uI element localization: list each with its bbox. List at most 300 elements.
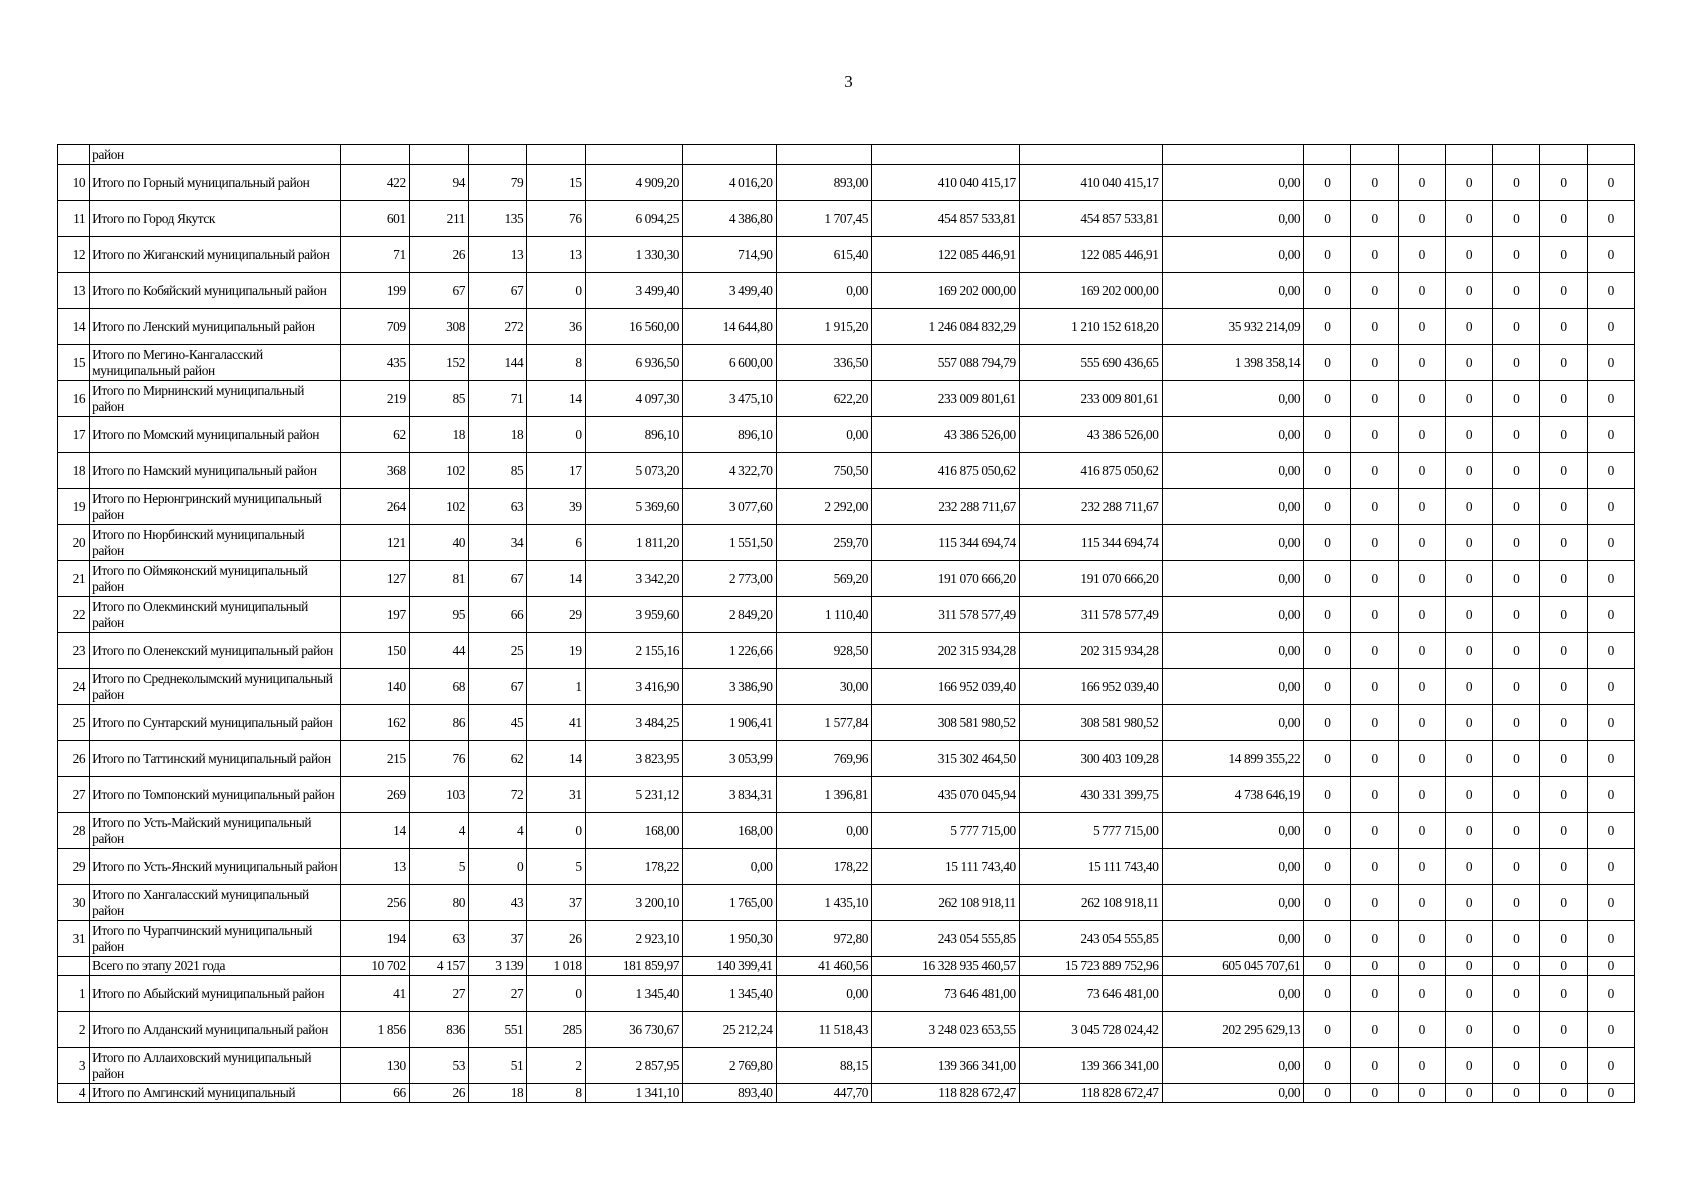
- cell-indicator-3: 0: [1398, 417, 1445, 453]
- cell-cost-2: 1 398 358,14: [1162, 345, 1304, 381]
- cell-number: [58, 145, 90, 165]
- cell-count-2: 81: [409, 561, 468, 597]
- cell-count-4: 5: [527, 849, 585, 885]
- cell-indicator-7: 0: [1587, 921, 1634, 957]
- cell-empty: [1493, 145, 1540, 165]
- cell-indicator-6: 0: [1540, 417, 1587, 453]
- table-row: [58, 976, 1635, 1012]
- cell-count-2: 68: [409, 669, 468, 705]
- cell-count-4: 14: [527, 561, 585, 597]
- cell-indicator-6: 0: [1540, 381, 1587, 417]
- cell-indicator-3: 0: [1398, 381, 1445, 417]
- cell-area-2: 0,00: [776, 273, 871, 309]
- cell-count-3: 66: [469, 597, 527, 633]
- table-row-last: [58, 1084, 1635, 1103]
- cell-area-total: 1 330,30: [585, 237, 682, 273]
- cell-indicator-5: 0: [1493, 957, 1540, 976]
- cell-area-total: 3 342,20: [585, 561, 682, 597]
- cell-area-2: 88,15: [776, 1048, 871, 1084]
- cell-count-2: 26: [409, 1084, 468, 1103]
- cell-count-3: 4: [469, 813, 527, 849]
- cell-count-4: 31: [527, 777, 585, 813]
- cell-cost-1: 232 288 711,67: [1019, 489, 1162, 525]
- cell-area-1: 896,10: [683, 417, 776, 453]
- table-row: [58, 849, 1635, 885]
- cell-indicator-3: 0: [1398, 1084, 1445, 1103]
- cell-indicator-4: 0: [1445, 885, 1492, 921]
- cell-district-name: Итого по Амгинский муниципальный: [90, 1084, 341, 1103]
- cell-cost-total: 73 646 481,00: [872, 976, 1020, 1012]
- cell-cost-1: 43 386 526,00: [1019, 417, 1162, 453]
- cell-indicator-3: 0: [1398, 525, 1445, 561]
- cell-area-2: 750,50: [776, 453, 871, 489]
- cell-indicator-1: 0: [1304, 345, 1351, 381]
- cell-district-name: Итого по Намский муниципальный район: [90, 453, 341, 489]
- cell-count-2: 44: [409, 633, 468, 669]
- cell-number: 12: [58, 237, 90, 273]
- cell-indicator-7: 0: [1587, 273, 1634, 309]
- cell-cost-1: 454 857 533,81: [1019, 201, 1162, 237]
- cell-empty: [1019, 145, 1162, 165]
- cell-cost-total: 139 366 341,00: [872, 1048, 1020, 1084]
- cell-cost-total: 262 108 918,11: [872, 885, 1020, 921]
- cell-count-4: 14: [527, 381, 585, 417]
- cell-indicator-5: 0: [1493, 1048, 1540, 1084]
- cell-district-name: Всего по этапу 2021 года: [90, 957, 341, 976]
- table-row: [58, 345, 1635, 381]
- cell-indicator-5: 0: [1493, 885, 1540, 921]
- cell-indicator-5: 0: [1493, 813, 1540, 849]
- cell-count-2: 152: [409, 345, 468, 381]
- cell-cost-1: 15 723 889 752,96: [1019, 957, 1162, 976]
- cell-indicator-3: 0: [1398, 705, 1445, 741]
- cell-indicator-2: 0: [1351, 489, 1398, 525]
- table-row: [58, 669, 1635, 705]
- cell-indicator-3: 0: [1398, 849, 1445, 885]
- cell-indicator-2: 0: [1351, 885, 1398, 921]
- cell-indicator-5: 0: [1493, 741, 1540, 777]
- cell-cost-2: 605 045 707,61: [1162, 957, 1304, 976]
- cell-cost-1: 118 828 672,47: [1019, 1084, 1162, 1103]
- cell-cost-total: 311 578 577,49: [872, 597, 1020, 633]
- cell-indicator-2: 0: [1351, 525, 1398, 561]
- cell-count-2: 27: [409, 976, 468, 1012]
- cell-count-4: 8: [527, 1084, 585, 1103]
- cell-cost-total: 16 328 935 460,57: [872, 957, 1020, 976]
- cell-indicator-6: 0: [1540, 921, 1587, 957]
- cell-indicator-5: 0: [1493, 597, 1540, 633]
- cell-indicator-7: 0: [1587, 813, 1634, 849]
- cell-count-4: 0: [527, 976, 585, 1012]
- cell-indicator-3: 0: [1398, 273, 1445, 309]
- cell-cost-1: 3 045 728 024,42: [1019, 1012, 1162, 1048]
- cell-area-1: 140 399,41: [683, 957, 776, 976]
- cell-indicator-1: 0: [1304, 921, 1351, 957]
- cell-indicator-4: 0: [1445, 597, 1492, 633]
- cell-indicator-4: 0: [1445, 345, 1492, 381]
- report-table-body: [58, 145, 1635, 1103]
- cell-indicator-5: 0: [1493, 1084, 1540, 1103]
- table-row: [58, 741, 1635, 777]
- cell-number: 22: [58, 597, 90, 633]
- cell-area-total: 5 369,60: [585, 489, 682, 525]
- cell-cost-1: 410 040 415,17: [1019, 165, 1162, 201]
- cell-indicator-7: 0: [1587, 165, 1634, 201]
- cell-indicator-4: 0: [1445, 309, 1492, 345]
- cell-indicator-7: 0: [1587, 489, 1634, 525]
- cell-district-name: Итого по Аллаиховский муниципальный район: [90, 1048, 341, 1084]
- cell-indicator-4: 0: [1445, 453, 1492, 489]
- cell-count-2: 18: [409, 417, 468, 453]
- cell-count-1: 197: [341, 597, 409, 633]
- cell-empty: [1540, 145, 1587, 165]
- cell-count-3: 144: [469, 345, 527, 381]
- cell-district-name: Итого по Оленекский муниципальный район: [90, 633, 341, 669]
- cell-cost-1: 166 952 039,40: [1019, 669, 1162, 705]
- cell-indicator-2: 0: [1351, 165, 1398, 201]
- cell-indicator-7: 0: [1587, 633, 1634, 669]
- cell-district-name: Итого по Сунтарский муниципальный район: [90, 705, 341, 741]
- table-row: [58, 525, 1635, 561]
- cell-indicator-3: 0: [1398, 309, 1445, 345]
- cell-empty: [341, 145, 409, 165]
- cell-indicator-5: 0: [1493, 273, 1540, 309]
- table-row-continued: [58, 145, 1635, 165]
- cell-indicator-7: 0: [1587, 741, 1634, 777]
- cell-area-2: 30,00: [776, 669, 871, 705]
- cell-count-3: 18: [469, 417, 527, 453]
- cell-cost-2: 4 738 646,19: [1162, 777, 1304, 813]
- cell-district-name: Итого по Мирнинский муниципальный район: [90, 381, 341, 417]
- cell-indicator-1: 0: [1304, 1048, 1351, 1084]
- cell-cost-2: 0,00: [1162, 849, 1304, 885]
- cell-indicator-2: 0: [1351, 273, 1398, 309]
- cell-indicator-7: 0: [1587, 309, 1634, 345]
- cell-indicator-4: 0: [1445, 741, 1492, 777]
- cell-count-1: 71: [341, 237, 409, 273]
- table-row: [58, 705, 1635, 741]
- cell-area-1: 893,40: [683, 1084, 776, 1103]
- cell-cost-1: 73 646 481,00: [1019, 976, 1162, 1012]
- cell-indicator-5: 0: [1493, 976, 1540, 1012]
- cell-indicator-2: 0: [1351, 237, 1398, 273]
- cell-cost-1: 139 366 341,00: [1019, 1048, 1162, 1084]
- cell-cost-1: 233 009 801,61: [1019, 381, 1162, 417]
- cell-district-name: Итого по Хангаласский муниципальный район: [90, 885, 341, 921]
- cell-area-total: 2 923,10: [585, 921, 682, 957]
- cell-area-1: 0,00: [683, 849, 776, 885]
- cell-area-total: 896,10: [585, 417, 682, 453]
- cell-indicator-4: 0: [1445, 669, 1492, 705]
- cell-count-2: 63: [409, 921, 468, 957]
- cell-count-1: 14: [341, 813, 409, 849]
- cell-count-4: 8: [527, 345, 585, 381]
- cell-indicator-6: 0: [1540, 453, 1587, 489]
- cell-cost-2: 0,00: [1162, 273, 1304, 309]
- cell-count-4: 39: [527, 489, 585, 525]
- cell-indicator-3: 0: [1398, 345, 1445, 381]
- cell-number: 31: [58, 921, 90, 957]
- cell-indicator-2: 0: [1351, 957, 1398, 976]
- cell-indicator-3: 0: [1398, 1012, 1445, 1048]
- cell-number: 24: [58, 669, 90, 705]
- cell-number: 11: [58, 201, 90, 237]
- cell-indicator-3: 0: [1398, 489, 1445, 525]
- cell-count-2: 308: [409, 309, 468, 345]
- cell-indicator-4: 0: [1445, 976, 1492, 1012]
- cell-cost-2: 0,00: [1162, 201, 1304, 237]
- cell-cost-1: 300 403 109,28: [1019, 741, 1162, 777]
- table-row: [58, 201, 1635, 237]
- cell-cost-1: 5 777 715,00: [1019, 813, 1162, 849]
- cell-cost-2: 0,00: [1162, 1084, 1304, 1103]
- cell-cost-1: 202 315 934,28: [1019, 633, 1162, 669]
- cell-area-2: 928,50: [776, 633, 871, 669]
- cell-number: 1: [58, 976, 90, 1012]
- cell-district-name: Итого по Нюрбинский муниципальный район: [90, 525, 341, 561]
- cell-indicator-7: 0: [1587, 345, 1634, 381]
- cell-indicator-2: 0: [1351, 741, 1398, 777]
- cell-count-1: 10 702: [341, 957, 409, 976]
- cell-cost-total: 1 246 084 832,29: [872, 309, 1020, 345]
- cell-indicator-7: 0: [1587, 777, 1634, 813]
- table-row: [58, 273, 1635, 309]
- cell-indicator-6: 0: [1540, 633, 1587, 669]
- cell-indicator-4: 0: [1445, 1048, 1492, 1084]
- cell-area-1: 2 849,20: [683, 597, 776, 633]
- cell-area-1: 3 834,31: [683, 777, 776, 813]
- cell-area-1: 1 551,50: [683, 525, 776, 561]
- cell-indicator-3: 0: [1398, 741, 1445, 777]
- cell-area-2: 1 435,10: [776, 885, 871, 921]
- cell-cost-total: 232 288 711,67: [872, 489, 1020, 525]
- cell-count-4: 76: [527, 201, 585, 237]
- cell-number: 28: [58, 813, 90, 849]
- cell-area-2: 972,80: [776, 921, 871, 957]
- cell-count-2: 40: [409, 525, 468, 561]
- cell-cost-1: 262 108 918,11: [1019, 885, 1162, 921]
- cell-area-total: 1 341,10: [585, 1084, 682, 1103]
- cell-cost-total: 233 009 801,61: [872, 381, 1020, 417]
- cell-count-1: 199: [341, 273, 409, 309]
- cell-area-total: 1 345,40: [585, 976, 682, 1012]
- cell-district-name: Итого по Абыйский муниципальный район: [90, 976, 341, 1012]
- cell-count-2: 94: [409, 165, 468, 201]
- cell-indicator-2: 0: [1351, 309, 1398, 345]
- cell-indicator-5: 0: [1493, 921, 1540, 957]
- cell-indicator-2: 0: [1351, 201, 1398, 237]
- cell-indicator-2: 0: [1351, 1012, 1398, 1048]
- cell-district-name: Итого по Чурапчинский муниципальный район: [90, 921, 341, 957]
- cell-count-4: 41: [527, 705, 585, 741]
- cell-indicator-4: 0: [1445, 489, 1492, 525]
- cell-indicator-4: 0: [1445, 1012, 1492, 1048]
- cell-count-1: 13: [341, 849, 409, 885]
- cell-count-3: 13: [469, 237, 527, 273]
- cell-area-1: 1 345,40: [683, 976, 776, 1012]
- cell-indicator-5: 0: [1493, 309, 1540, 345]
- cell-district-name: Итого по Мегино-Кангаласский муниципальный район: [90, 345, 341, 381]
- cell-cost-total: 410 040 415,17: [872, 165, 1020, 201]
- cell-count-2: 95: [409, 597, 468, 633]
- cell-indicator-7: 0: [1587, 417, 1634, 453]
- cell-indicator-7: 0: [1587, 976, 1634, 1012]
- cell-count-1: 130: [341, 1048, 409, 1084]
- cell-count-3: 3 139: [469, 957, 527, 976]
- cell-indicator-5: 0: [1493, 633, 1540, 669]
- cell-indicator-3: 0: [1398, 597, 1445, 633]
- cell-count-1: 41: [341, 976, 409, 1012]
- cell-indicator-1: 0: [1304, 777, 1351, 813]
- cell-cost-total: 435 070 045,94: [872, 777, 1020, 813]
- cell-indicator-6: 0: [1540, 741, 1587, 777]
- cell-district-name: Итого по Город Якутск: [90, 201, 341, 237]
- cell-empty: [469, 145, 527, 165]
- cell-indicator-6: 0: [1540, 309, 1587, 345]
- cell-indicator-7: 0: [1587, 1048, 1634, 1084]
- cell-indicator-5: 0: [1493, 1012, 1540, 1048]
- cell-indicator-3: 0: [1398, 201, 1445, 237]
- cell-count-4: 2: [527, 1048, 585, 1084]
- cell-area-2: 1 110,40: [776, 597, 871, 633]
- cell-cost-total: 191 070 666,20: [872, 561, 1020, 597]
- cell-count-1: 219: [341, 381, 409, 417]
- cell-indicator-1: 0: [1304, 453, 1351, 489]
- cell-number: 20: [58, 525, 90, 561]
- cell-cost-2: 0,00: [1162, 561, 1304, 597]
- cell-count-2: 103: [409, 777, 468, 813]
- cell-empty: [1398, 145, 1445, 165]
- cell-indicator-1: 0: [1304, 165, 1351, 201]
- cell-indicator-6: 0: [1540, 201, 1587, 237]
- cell-indicator-3: 0: [1398, 813, 1445, 849]
- cell-area-total: 6 936,50: [585, 345, 682, 381]
- table-row: [58, 561, 1635, 597]
- cell-cost-total: 15 111 743,40: [872, 849, 1020, 885]
- cell-count-3: 25: [469, 633, 527, 669]
- cell-area-1: 168,00: [683, 813, 776, 849]
- cell-count-2: 85: [409, 381, 468, 417]
- cell-indicator-5: 0: [1493, 165, 1540, 201]
- cell-count-1: 264: [341, 489, 409, 525]
- cell-count-4: 0: [527, 417, 585, 453]
- cell-area-2: 11 518,43: [776, 1012, 871, 1048]
- cell-indicator-6: 0: [1540, 237, 1587, 273]
- cell-indicator-3: 0: [1398, 453, 1445, 489]
- cell-cost-1: 122 085 446,91: [1019, 237, 1162, 273]
- cell-indicator-2: 0: [1351, 921, 1398, 957]
- cell-indicator-5: 0: [1493, 237, 1540, 273]
- cell-district-name: Итого по Ленский муниципальный район: [90, 309, 341, 345]
- cell-indicator-6: 0: [1540, 345, 1587, 381]
- cell-cost-total: 557 088 794,79: [872, 345, 1020, 381]
- cell-indicator-6: 0: [1540, 525, 1587, 561]
- cell-indicator-4: 0: [1445, 1084, 1492, 1103]
- cell-area-1: 25 212,24: [683, 1012, 776, 1048]
- cell-district-name: Итого по Томпонский муниципальный район: [90, 777, 341, 813]
- cell-area-2: 447,70: [776, 1084, 871, 1103]
- cell-area-2: 893,00: [776, 165, 871, 201]
- cell-count-2: 4: [409, 813, 468, 849]
- cell-indicator-5: 0: [1493, 669, 1540, 705]
- cell-number: 18: [58, 453, 90, 489]
- cell-count-2: 86: [409, 705, 468, 741]
- cell-indicator-4: 0: [1445, 633, 1492, 669]
- page-number: 3: [844, 72, 853, 91]
- cell-indicator-1: 0: [1304, 957, 1351, 976]
- cell-indicator-4: 0: [1445, 525, 1492, 561]
- cell-indicator-6: 0: [1540, 705, 1587, 741]
- cell-empty: [409, 145, 468, 165]
- cell-indicator-1: 0: [1304, 741, 1351, 777]
- cell-area-total: 4 097,30: [585, 381, 682, 417]
- cell-indicator-6: 0: [1540, 813, 1587, 849]
- cell-count-4: 19: [527, 633, 585, 669]
- cell-indicator-4: 0: [1445, 777, 1492, 813]
- cell-indicator-4: 0: [1445, 273, 1492, 309]
- cell-cost-2: 0,00: [1162, 381, 1304, 417]
- cell-cost-2: 0,00: [1162, 453, 1304, 489]
- cell-count-1: 601: [341, 201, 409, 237]
- cell-number: 29: [58, 849, 90, 885]
- table-row: [58, 777, 1635, 813]
- cell-indicator-4: 0: [1445, 921, 1492, 957]
- cell-cost-2: 0,00: [1162, 165, 1304, 201]
- cell-district-name: Итого по Момский муниципальный район: [90, 417, 341, 453]
- cell-indicator-5: 0: [1493, 453, 1540, 489]
- cell-count-3: 67: [469, 561, 527, 597]
- cell-number: 17: [58, 417, 90, 453]
- cell-indicator-3: 0: [1398, 957, 1445, 976]
- cell-cost-1: 555 690 436,65: [1019, 345, 1162, 381]
- cell-area-2: 259,70: [776, 525, 871, 561]
- cell-number: 25: [58, 705, 90, 741]
- cell-indicator-1: 0: [1304, 201, 1351, 237]
- cell-count-4: 15: [527, 165, 585, 201]
- cell-district-name: Итого по Среднеколымский муниципальный район: [90, 669, 341, 705]
- cell-count-3: 135: [469, 201, 527, 237]
- cell-count-1: 422: [341, 165, 409, 201]
- cell-area-1: 14 644,80: [683, 309, 776, 345]
- cell-empty: [872, 145, 1020, 165]
- cell-indicator-1: 0: [1304, 633, 1351, 669]
- cell-count-1: 194: [341, 921, 409, 957]
- cell-count-3: 72: [469, 777, 527, 813]
- cell-indicator-7: 0: [1587, 669, 1634, 705]
- cell-count-1: 709: [341, 309, 409, 345]
- cell-indicator-7: 0: [1587, 201, 1634, 237]
- cell-cost-2: 0,00: [1162, 813, 1304, 849]
- cell-indicator-2: 0: [1351, 777, 1398, 813]
- cell-indicator-3: 0: [1398, 777, 1445, 813]
- cell-indicator-1: 0: [1304, 976, 1351, 1012]
- cell-district-name: Итого по Усть-Майский муниципальный район: [90, 813, 341, 849]
- table-row: [58, 165, 1635, 201]
- cell-count-3: 71: [469, 381, 527, 417]
- cell-indicator-5: 0: [1493, 525, 1540, 561]
- cell-indicator-2: 0: [1351, 1084, 1398, 1103]
- cell-indicator-6: 0: [1540, 561, 1587, 597]
- cell-indicator-2: 0: [1351, 597, 1398, 633]
- cell-indicator-3: 0: [1398, 561, 1445, 597]
- cell-empty: [1445, 145, 1492, 165]
- cell-area-1: 1 765,00: [683, 885, 776, 921]
- cell-indicator-1: 0: [1304, 705, 1351, 741]
- cell-indicator-2: 0: [1351, 381, 1398, 417]
- cell-area-2: 0,00: [776, 813, 871, 849]
- cell-cost-1: 169 202 000,00: [1019, 273, 1162, 309]
- cell-district-name: Итого по Олекминский муниципальный район: [90, 597, 341, 633]
